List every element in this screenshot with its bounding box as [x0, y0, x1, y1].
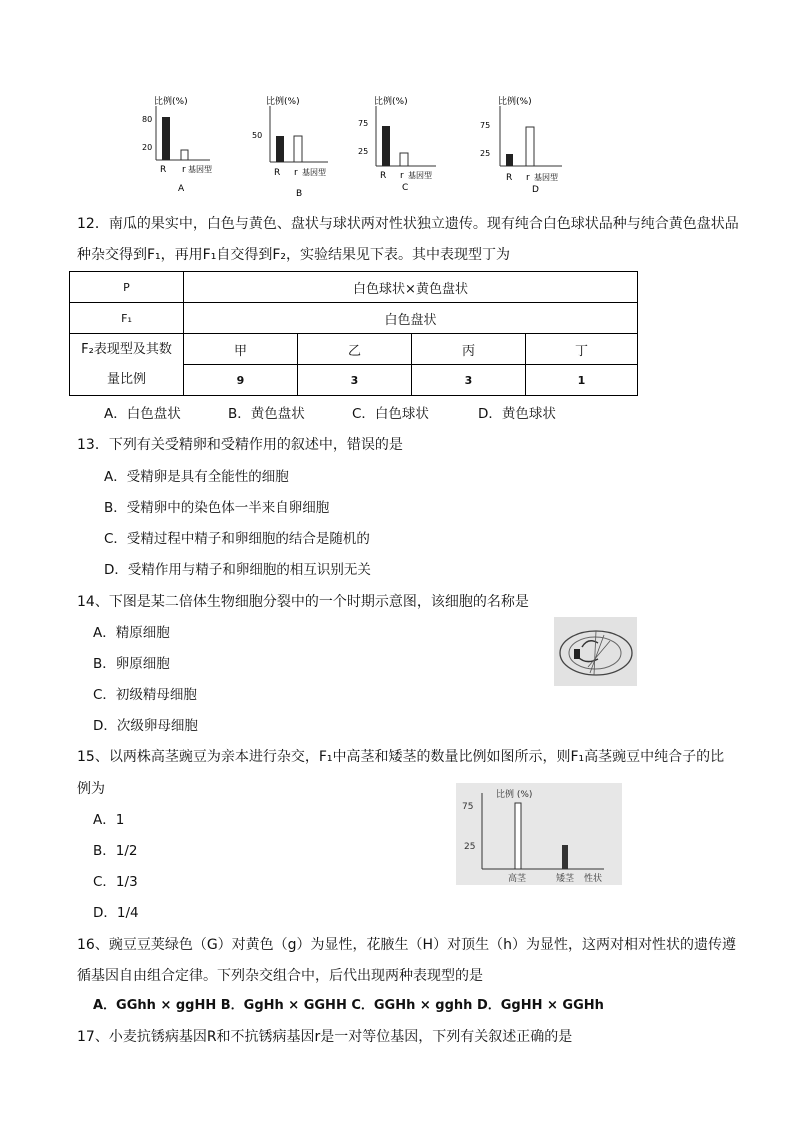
q13-option-d[interactable]: D．受精作用与精子和卵细胞的相互识别无关: [104, 562, 371, 578]
table-f1-value: 白色盘状: [184, 303, 638, 334]
q13-option-c[interactable]: C．受精过程中精子和卵细胞的结合是随机的: [104, 531, 370, 547]
table-f2-label-line1: F₂表现型及其数: [81, 341, 172, 357]
chart-b-tick-1: 50: [252, 131, 263, 140]
q15-chart-tick-2: 25: [464, 842, 476, 852]
q15-chart-x-tall: 高茎: [508, 874, 527, 884]
chart-d-x-r: r: [526, 173, 530, 183]
q16-stem-line2: 循基因自由组合定律。下列杂交组合中，后代出现两种表现型的是: [77, 968, 483, 984]
chart-d-x-R: R: [506, 173, 513, 183]
chart-a-ylabel: 比例(%): [154, 97, 188, 107]
q15-stem-line2: 例为: [77, 781, 105, 797]
table-p-value: 白色球状×黄色盘状: [184, 272, 638, 303]
q14-option-c[interactable]: C．初级精母细胞: [93, 687, 197, 703]
chart-b-x-R: R: [274, 168, 281, 178]
chart-d: [478, 92, 578, 194]
chart-a: [140, 92, 220, 196]
chart-a-x-R: R: [160, 165, 167, 175]
q15-option-b[interactable]: B．1/2: [93, 843, 138, 859]
q13-stem: 13．下列有关受精卵和受精作用的叙述中，错误的是: [77, 437, 403, 453]
chart-b-ylabel: 比例(%): [266, 97, 300, 107]
q15-chart: [456, 783, 622, 885]
chart-c-x-R: R: [380, 171, 387, 181]
q16-options[interactable]: A．GGhh × ggHH B．GgHh × GGHH C．GGHh × gghh D．GgHH × GGHh: [93, 998, 604, 1013]
table-phenotype-1: 甲: [184, 334, 298, 365]
chart-b-bar-r: [294, 136, 302, 162]
chart-d-bar-r: [526, 127, 534, 166]
q14-option-a[interactable]: A．精原细胞: [93, 625, 170, 641]
q12-option-b[interactable]: B．黄色盘状: [228, 406, 305, 422]
q15-chart-tick-1: 75: [462, 802, 474, 812]
q12-option-c[interactable]: C．白色球状: [352, 406, 429, 422]
q16-stem-line1: 16、豌豆豆荚绿色（G）对黄色（g）为显性，花腋生（H）对顶生（h）为显性，这两对相对性状的遗传遵: [77, 937, 736, 953]
q13-option-a[interactable]: A．受精卵是具有全能性的细胞: [104, 469, 289, 485]
q12-option-d[interactable]: D．黄色球状: [478, 406, 556, 422]
chart-b-bar-R: [276, 136, 284, 162]
chart-d-bar-R: [506, 154, 513, 166]
chart-b-xlabel: 基因型: [302, 168, 326, 177]
table-ratio-1: 9: [184, 365, 298, 396]
q12-stem-line2: 种杂交得到F₁，再用F₁自交得到F₂，实验结果见下表。其中表现型丁为: [77, 247, 510, 263]
table-phenotype-4: 丁: [526, 334, 638, 365]
chart-a-x-r: r: [182, 165, 186, 175]
chart-c-ylabel: 比例(%): [374, 97, 408, 107]
table-ratio-2: 3: [298, 365, 412, 396]
chart-d-tick-1: 75: [480, 121, 491, 130]
q12-cross-table: [69, 271, 638, 396]
q15-chart-bar-short: [562, 845, 568, 869]
chart-a-bar-r: [181, 150, 188, 160]
chart-a-tick-1: 80: [142, 115, 153, 124]
chart-a-xlabel: 基因型: [188, 165, 212, 174]
chart-c-tick-1: 75: [358, 119, 369, 128]
chart-b-caption: B: [296, 189, 303, 199]
q15-option-d[interactable]: D．1/4: [93, 905, 139, 921]
q15-chart-bar-tall: [515, 803, 521, 869]
table-ratio-4: 1: [526, 365, 638, 396]
chart-c-xlabel: 基因型: [408, 171, 432, 180]
q15-option-c[interactable]: C．1/3: [93, 874, 138, 890]
table-p-label: P: [70, 272, 184, 303]
q15-chart-xlabel: 性状: [584, 874, 603, 884]
q15-chart-x-short: 矮茎: [556, 874, 575, 884]
table-f2-label: [70, 334, 184, 396]
chart-c: [356, 92, 452, 192]
q13-option-b[interactable]: B．受精卵中的染色体一半来自卵细胞: [104, 500, 330, 516]
chart-c-caption: C: [402, 183, 409, 192]
chart-c-bar-R: [382, 126, 390, 166]
q17-stem: 17、小麦抗锈病基因R和不抗锈病基因r是一对等位基因，下列有关叙述正确的是: [77, 1029, 573, 1045]
q12-stem-line1: 12．南瓜的果实中，白色与黄色、盘状与球状两对性状独立遗传。现有纯合白色球状品种与纯合黄色盘状品: [77, 216, 739, 232]
chart-b-x-r: r: [294, 168, 298, 178]
table-phenotype-2: 乙: [298, 334, 412, 365]
q12-option-a[interactable]: A．白色盘状: [104, 406, 181, 422]
chart-a-caption: A: [178, 184, 185, 194]
chart-d-xlabel: 基因型: [534, 173, 558, 182]
table-f1-label: F₁: [70, 303, 184, 334]
chart-a-tick-2: 20: [142, 143, 153, 152]
chart-d-tick-2: 25: [480, 149, 491, 158]
table-f2-label-line2: 量比例: [106, 371, 146, 387]
q14-stem: 14、下图是某二倍体生物细胞分裂中的一个时期示意图，该细胞的名称是: [77, 594, 529, 610]
q15-chart-ylabel: 比例 (%): [496, 790, 533, 800]
q14-option-b[interactable]: B．卵原细胞: [93, 656, 170, 672]
table-phenotype-3: 丙: [412, 334, 526, 365]
chart-c-tick-2: 25: [358, 147, 369, 156]
chart-c-bar-r: [400, 153, 408, 166]
chart-d-caption: D: [532, 185, 539, 194]
chart-d-ylabel: 比例(%): [498, 97, 532, 107]
chart-a-bar-R: [162, 117, 170, 160]
chart-b: [250, 92, 340, 202]
q14-option-d[interactable]: D．次级卵母细胞: [93, 718, 198, 734]
table-ratio-3: 3: [412, 365, 526, 396]
q15-stem-line1: 15、以两株高茎豌豆为亲本进行杂交，F₁中高茎和矮茎的数量比例如图所示，则F₁高茎豌豆中纯合子的比: [77, 749, 725, 765]
q15-option-a[interactable]: A．1: [93, 812, 125, 828]
cell-division-image: [554, 617, 637, 686]
chart-c-x-r: r: [400, 171, 404, 181]
